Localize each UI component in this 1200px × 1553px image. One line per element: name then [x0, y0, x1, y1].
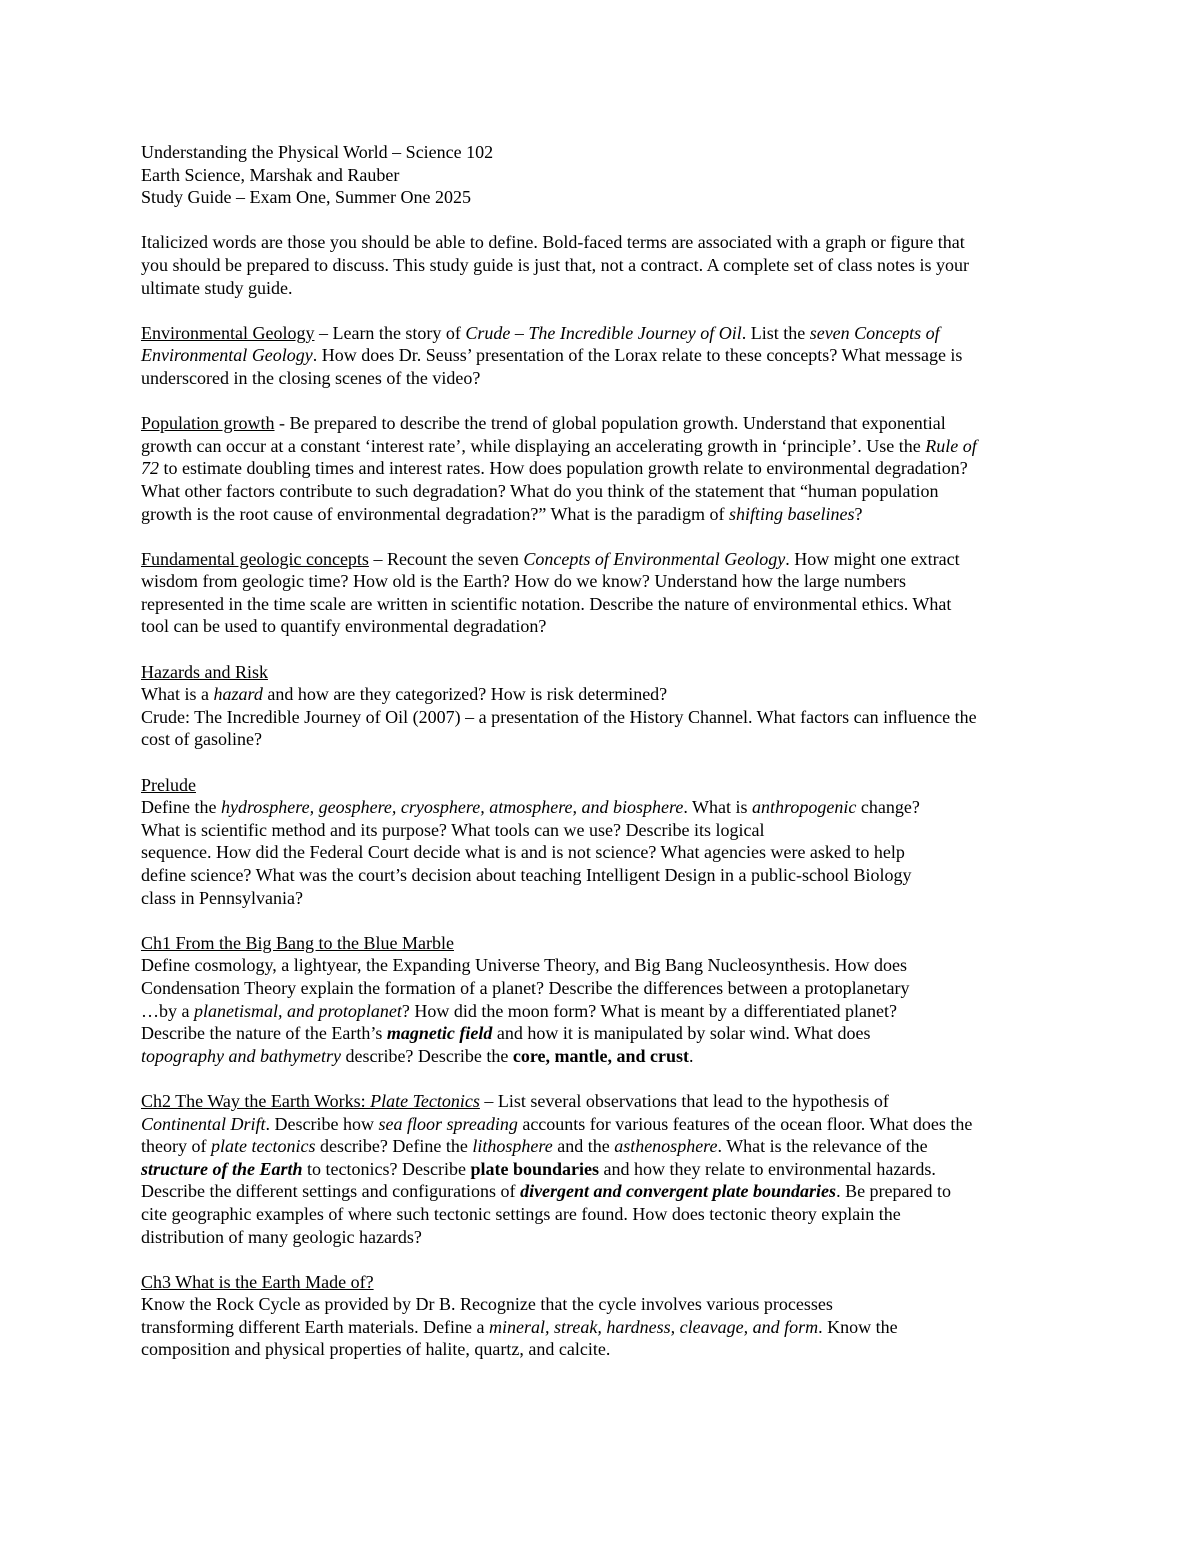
text-run: ? — [854, 503, 863, 524]
section-line — [141, 796, 1070, 819]
document-header — [141, 141, 1070, 209]
term: lithosphere — [472, 1136, 553, 1157]
text-run: - Be prepared to describe the trend of global population growth. Understand that exponential — [274, 413, 946, 434]
section-title — [141, 1091, 480, 1111]
section-title: Population growth — [141, 413, 275, 434]
section-line: underscored in the closing scenes of the video? — [141, 367, 481, 388]
section-title: Hazards and Risk — [141, 661, 268, 682]
term: Rule of — [925, 435, 977, 456]
text-run: and how are they categorized? How is risk determined? — [262, 684, 668, 705]
text-run: to tectonics? Describe — [302, 1158, 471, 1179]
text-run: change? — [856, 797, 920, 818]
section-line: Know the Rock Cycle as provided by Dr B. Recognize that the cycle involves various processes — [141, 1294, 833, 1315]
section-title: Ch1 From the Big Bang to the Blue Marble — [141, 932, 454, 953]
term: seven Concepts of — [809, 322, 940, 343]
section-title: Environmental Geology — [141, 322, 315, 343]
section-line: define science? What was the court’s decision about teaching Intelligent Design in a public-school Biology — [141, 865, 912, 885]
term-bold: structure of the Earth — [141, 1158, 303, 1179]
text-run: and the — [552, 1136, 615, 1157]
section-line: Crude: The Incredible Journey of Oil (2007) – a presentation of the History Channel. What factors can influence the — [141, 706, 977, 727]
text-run: Describe the nature of the Earth’s — [141, 1023, 387, 1044]
text-run: …by a — [141, 1000, 194, 1021]
section-title: Ch3 What is the Earth Made of? — [141, 1271, 374, 1292]
text-run: – Learn the story of — [314, 322, 466, 343]
section-line: represented in the time scale are written in scientific notation. Describe the nature of environmental ethics. What — [141, 593, 952, 614]
term: planetismal, and protoplanet — [194, 1000, 402, 1021]
text-run: to estimate doubling times and interest rates. How does population growth relate to environmental degradation? — [159, 458, 968, 479]
text-run: Describe the different settings and configurations of — [141, 1181, 521, 1202]
section-line — [141, 1271, 1070, 1294]
intro-line: ultimate study guide. — [141, 277, 293, 298]
section-line — [141, 1180, 1070, 1203]
term: hydrosphere, geosphere, cryosphere, atmosphere, and biosphere — [220, 797, 684, 818]
section-line — [141, 548, 1070, 571]
section-line: What is scientific method and its purpose? What tools can we use? Describe its logical — [141, 819, 765, 840]
intro-line: you should be prepared to discuss. This study guide is just that, not a contract. A complete set of class notes is your — [141, 254, 970, 275]
section-line — [141, 1113, 1070, 1136]
term: Environmental Geology — [141, 345, 313, 366]
intro-paragraph — [141, 231, 1070, 299]
section-environmental-geology — [141, 322, 1070, 390]
section-line: class in Pennsylvania? — [141, 887, 303, 908]
study-guide-title: Study Guide – Exam One, Summer One 2025 — [141, 187, 471, 208]
section-hazards-risk — [141, 661, 1070, 751]
section-line — [141, 322, 1070, 345]
section-line — [141, 412, 1070, 435]
section-line — [141, 932, 1070, 955]
term: plate tectonics — [210, 1136, 316, 1157]
term: mineral, streak, hardness, cleavage, and form — [489, 1316, 819, 1337]
section-chapter-1 — [141, 932, 1070, 1068]
text-run: describe? Define the — [315, 1136, 473, 1157]
section-chapter-3 — [141, 1271, 1070, 1361]
text-run: . Know the — [818, 1316, 898, 1337]
term: sea floor spreading — [378, 1113, 518, 1134]
text-run: . What is — [683, 797, 753, 818]
text-run: . List the — [741, 322, 810, 343]
section-line — [141, 344, 1070, 367]
section-line — [141, 457, 1070, 480]
section-population-growth — [141, 412, 1070, 525]
section-line: wisdom from geologic time? How old is the Earth? How do we know? Understand how the large numbers — [141, 571, 906, 592]
section-fundamental-concepts — [141, 548, 1070, 638]
term: 72 — [141, 458, 159, 479]
section-line: composition and physical properties of halite, quartz, and calcite. — [141, 1339, 611, 1360]
term: anthropogenic — [752, 797, 857, 818]
section-line — [141, 774, 1070, 797]
text-run: . How does Dr. Seuss’ presentation of the Lorax relate to these concepts? What message is — [312, 345, 963, 366]
course-title: Understanding the Physical World – Science 102 — [141, 142, 494, 162]
section-line: Define cosmology, a lightyear, the Expanding Universe Theory, and Big Bang Nucleosynthesis. How does — [141, 955, 907, 976]
section-line — [141, 1045, 1070, 1068]
text-run: transforming different Earth materials. Define a — [141, 1316, 490, 1337]
text-run: – List several observations that lead to the hypothesis of — [479, 1090, 889, 1111]
term: shifting baselines — [728, 503, 855, 524]
term-bold: core, mantle, and crust — [512, 1045, 690, 1066]
section-line — [141, 661, 1070, 684]
term: Plate Tectonics — [370, 1090, 480, 1111]
term: topography and bathymetry — [141, 1045, 341, 1066]
text-run: Ch2 The Way the Earth Works: — [141, 1090, 371, 1111]
section-line: cost of gasoline? — [141, 729, 262, 750]
section-prelude — [141, 774, 1070, 910]
text-run: and how they relate to environmental hazards. — [599, 1158, 936, 1179]
section-line: What other factors contribute to such degradation? What do you think of the statement that “human population — [141, 480, 939, 501]
term-bold: magnetic field — [386, 1023, 493, 1044]
text-run: and how it is manipulated by solar wind. What does — [492, 1023, 871, 1044]
intro-line: Italicized words are those you should be able to define. Bold-faced terms are associated with a graph or figure that — [141, 232, 965, 253]
section-line: Condensation Theory explain the formation of a planet? Describe the differences between a protoplanetary — [141, 977, 910, 998]
term: Continental Drift — [141, 1113, 266, 1134]
text-run: – Recount the seven — [368, 548, 524, 569]
text-run: What is a — [141, 684, 214, 705]
textbook-line: Earth Science, Marshak and Rauber — [141, 164, 400, 185]
text-run: Define the — [141, 797, 221, 818]
section-line — [141, 683, 1070, 706]
section-line — [141, 503, 1070, 526]
term: asthenosphere — [614, 1136, 718, 1157]
section-line — [141, 1022, 1070, 1045]
text-run: . Describe how — [265, 1113, 379, 1134]
text-run: . — [689, 1045, 694, 1066]
text-run: accounts for various features of the ocean floor. What does the — [517, 1113, 973, 1134]
text-run: . What is the relevance of the — [717, 1136, 928, 1157]
text-run: theory of — [141, 1136, 211, 1157]
section-line: sequence. How did the Federal Court decide what is and is not science? What agencies were asked to help — [141, 842, 905, 863]
text-run: . Be prepared to — [836, 1181, 952, 1202]
term: Concepts of Environmental Geology — [523, 548, 786, 569]
section-line — [141, 435, 1070, 458]
text-run: describe? Describe the — [340, 1045, 513, 1066]
text-run: growth can occur at a constant ‘interest rate’, while displaying an accelerating growth in ‘principle’. Use the — [141, 435, 926, 456]
section-chapter-2 — [141, 1090, 1070, 1248]
section-line: cite geographic examples of where such tectonic settings are found. How does tectonic theory explain the — [141, 1203, 901, 1224]
section-line: tool can be used to quantify environmental degradation? — [141, 616, 547, 637]
term: hazard — [213, 684, 263, 705]
section-line — [141, 1090, 1070, 1113]
section-line — [141, 1316, 1070, 1339]
section-line — [141, 1000, 1070, 1023]
section-title: Fundamental geologic concepts — [141, 548, 369, 569]
section-line — [141, 1158, 1070, 1181]
term: Crude – The Incredible Journey of Oil — [465, 322, 742, 343]
text-run: ? How did the moon form? What is meant by a differentiated planet? — [401, 1000, 898, 1021]
section-line — [141, 1135, 1070, 1158]
text-run: . How might one extract — [785, 548, 960, 569]
section-line: distribution of many geologic hazards? — [141, 1226, 422, 1247]
term-bold: divergent and convergent plate boundaries — [520, 1181, 837, 1202]
section-title: Prelude — [141, 774, 196, 795]
text-run: growth is the root cause of environmental degradation?” What is the paradigm of — [141, 503, 729, 524]
term-bold: plate boundaries — [470, 1158, 600, 1179]
